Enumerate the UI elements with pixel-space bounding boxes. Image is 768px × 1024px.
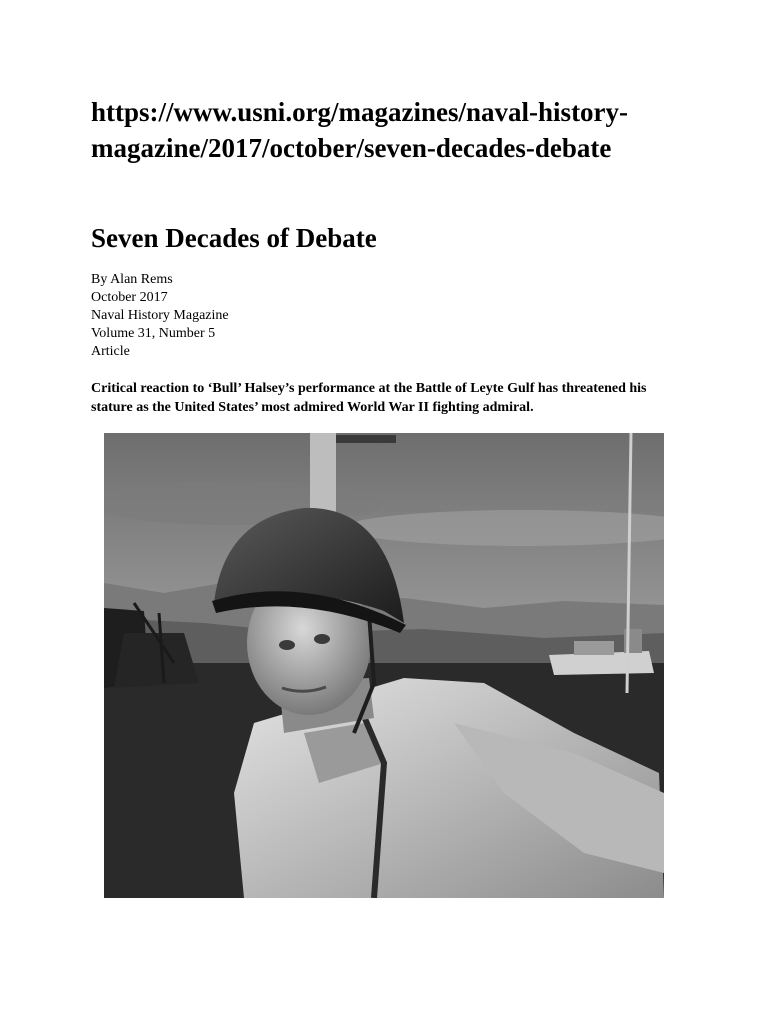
publication-line: Naval History Magazine: [91, 308, 229, 323]
issue-line: Volume 31, Number 5: [91, 326, 216, 341]
article-photo: [104, 433, 664, 898]
date-line: October 2017: [91, 290, 168, 305]
type-line: Article: [91, 344, 130, 359]
source-url[interactable]: https://www.usni.org/magazines/naval-history-magazine/2017/october/seven-decades-debate: [91, 97, 629, 163]
article-lede: Critical reaction to ‘Bull’ Halsey’s performance at the Battle of Leyte Gulf has threatened his stature as the United States’ most admired World War II fighting admiral.: [91, 381, 647, 415]
article-meta: [91, 271, 229, 361]
article-title: Seven Decades of Debate: [91, 223, 377, 253]
author-line: By Alan Rems: [91, 272, 173, 287]
